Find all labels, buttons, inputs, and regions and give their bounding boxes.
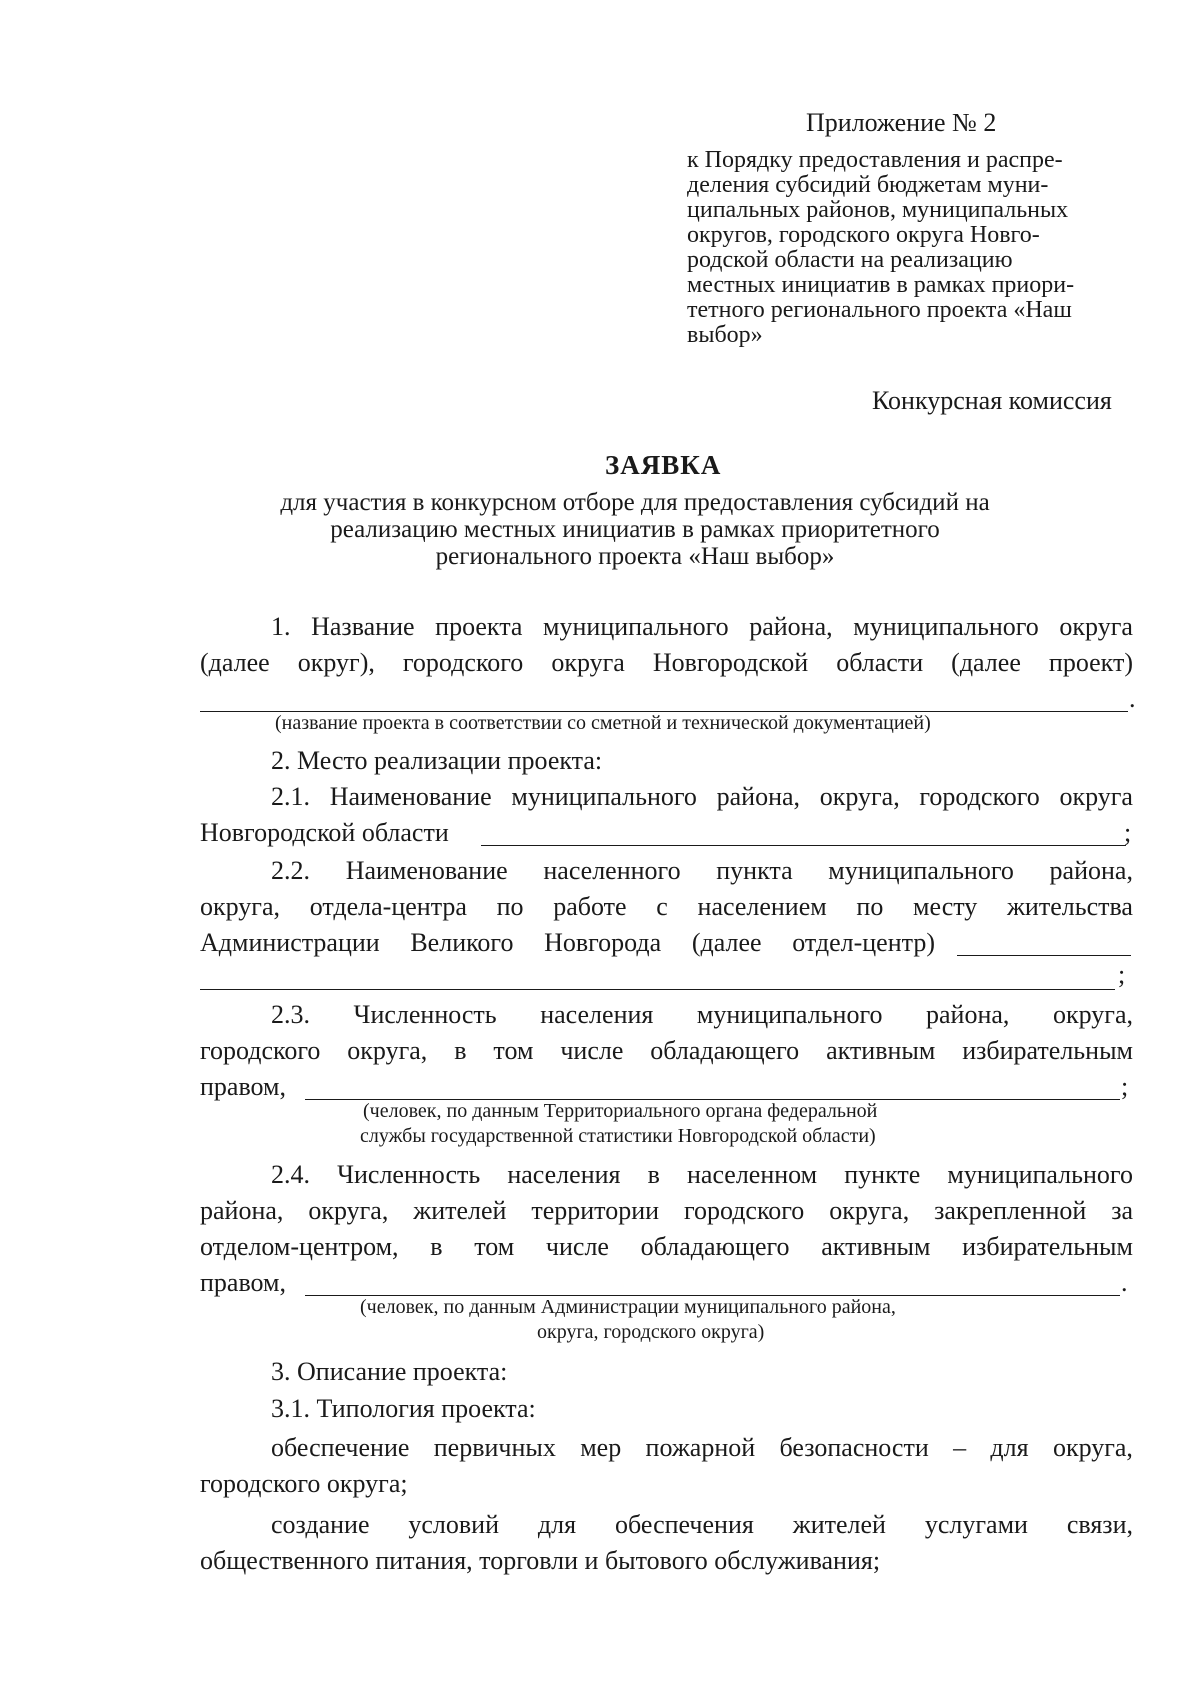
word: обладающего xyxy=(640,1232,790,1261)
section-2-2-line-2 xyxy=(200,892,1133,922)
population-hint-line: (человек, по данным Территориального органа федеральной xyxy=(363,1100,878,1122)
word: избирательным xyxy=(962,1232,1133,1261)
word: Новгородской xyxy=(652,648,809,677)
word: Администрации xyxy=(200,928,380,957)
section-2-4-line-3 xyxy=(200,1232,1133,1262)
word: жителей xyxy=(792,1510,886,1539)
addressee: Конкурсная комиссия xyxy=(872,386,1112,415)
subtitle-line: регионального проекта «Наш выбор» xyxy=(435,543,835,570)
appendix-line: деления субсидий бюджетам муни- xyxy=(687,172,1049,198)
word: 1. xyxy=(271,612,291,641)
word: закрепленной xyxy=(934,1196,1087,1225)
subtitle-line: для участия в конкурсном отборе для предоставления субсидий на xyxy=(280,489,990,516)
typology-item-2-line-1 xyxy=(271,1510,1133,1540)
word: района, xyxy=(716,782,801,811)
section-2-1-line-1 xyxy=(271,782,1133,812)
word: Численность xyxy=(353,1000,497,1029)
word: муниципального xyxy=(511,782,697,811)
word: мер xyxy=(580,1433,622,1462)
word: округа, xyxy=(1052,1433,1133,1462)
word: отдела-центра xyxy=(309,892,467,921)
appendix-title: Приложение № 2 xyxy=(806,108,997,137)
section-2-2-end: ; xyxy=(1118,960,1126,989)
word: связи, xyxy=(1066,1510,1133,1539)
word: области xyxy=(836,648,924,677)
word: обеспечения xyxy=(615,1510,754,1539)
municipality-name-field[interactable] xyxy=(481,845,1126,846)
appendix-line: родской области на реализацию xyxy=(687,247,1013,273)
section-1-line-1 xyxy=(271,612,1133,642)
word: числе xyxy=(545,1232,609,1261)
word: 2.1. xyxy=(271,782,310,811)
settlement-population-hint-line: округа, городского округа) xyxy=(537,1321,765,1343)
word: пункта xyxy=(716,856,793,885)
document-title: ЗАЯВКА xyxy=(605,450,722,480)
section-2-1-end: ; xyxy=(1124,818,1132,847)
section-2-4-end: . xyxy=(1121,1268,1128,1297)
word: проекта xyxy=(435,612,523,641)
appendix-line: местных инициатив в рамках приори- xyxy=(687,272,1075,298)
word: Название xyxy=(311,612,415,641)
word: – xyxy=(953,1433,967,1462)
word: в xyxy=(647,1160,660,1189)
word: отделом-центром, xyxy=(200,1232,399,1261)
typology-item-1-line-1 xyxy=(271,1433,1133,1463)
word: Новгорода xyxy=(544,928,662,957)
settlement-name-field-1[interactable] xyxy=(957,955,1131,956)
word: жителей xyxy=(413,1196,507,1225)
word: населенном xyxy=(686,1160,818,1189)
section-2-4-line-4: правом, xyxy=(200,1268,287,1297)
word: района, xyxy=(926,1000,1010,1029)
word: населением xyxy=(697,892,827,921)
word: округа, xyxy=(819,782,900,811)
word: населения xyxy=(540,1000,654,1029)
word: округа, xyxy=(200,892,280,921)
word: городского xyxy=(200,1036,321,1065)
word: условий xyxy=(408,1510,500,1539)
word: округа xyxy=(551,648,625,677)
word: активным xyxy=(826,1036,936,1065)
word: пожарной xyxy=(645,1433,756,1462)
word: округа xyxy=(1059,782,1133,811)
word: района, xyxy=(1049,856,1133,885)
word: района, xyxy=(749,612,833,641)
appendix-line: округов, городского округа Новго- xyxy=(687,222,1040,248)
section-2-4-line-1 xyxy=(271,1160,1133,1190)
word: района, xyxy=(200,1196,284,1225)
word: муниципального xyxy=(543,612,729,641)
project-name-hint: (название проекта в соответствии со сметной и технической документацией) xyxy=(275,712,931,734)
word: работе xyxy=(553,892,627,921)
word: избирательным xyxy=(962,1036,1133,1065)
section-3-heading: 3. Описание проекта: xyxy=(271,1357,508,1386)
word: отдел-центр) xyxy=(792,928,935,957)
word: 2.2. xyxy=(271,856,310,885)
section-2-1-line-2: Новгородской области xyxy=(200,818,449,847)
word: с xyxy=(656,892,668,921)
word: Численность xyxy=(337,1160,481,1189)
word: по xyxy=(496,892,524,921)
word: муниципального xyxy=(853,612,1039,641)
word: числе xyxy=(560,1036,624,1065)
section-2-4-line-2 xyxy=(200,1196,1133,1226)
appendix-reference xyxy=(687,148,1157,348)
word: городского xyxy=(683,1196,805,1225)
word: Наименование xyxy=(329,782,492,811)
word: 2.4. xyxy=(271,1160,310,1189)
word: Великого xyxy=(410,928,514,957)
word: округ), xyxy=(297,648,375,677)
settlement-name-field-2[interactable] xyxy=(200,989,1115,990)
word: том xyxy=(493,1036,534,1065)
section-2-2-line-3 xyxy=(200,928,935,958)
word: Наименование xyxy=(345,856,508,885)
word: населенного xyxy=(543,856,681,885)
word: обеспечение xyxy=(271,1433,410,1462)
section-2-3-line-3: правом, xyxy=(200,1072,287,1101)
word: безопасности xyxy=(779,1433,929,1462)
word: жительства xyxy=(1006,892,1133,921)
appendix-line: к Порядку предоставления и распре- xyxy=(687,147,1063,173)
word: услугами xyxy=(924,1510,1028,1539)
word: активным xyxy=(821,1232,931,1261)
word: по xyxy=(856,892,884,921)
word: городского xyxy=(402,648,524,677)
appendix-line: ципальных районов, муниципальных xyxy=(687,197,1069,223)
section-3-1-heading: 3.1. Типология проекта: xyxy=(271,1394,536,1423)
section-2-3-line-2 xyxy=(200,1036,1133,1066)
word: округа, xyxy=(829,1196,910,1225)
word: территории xyxy=(531,1196,660,1225)
word: месту xyxy=(913,892,978,921)
section-2-heading: 2. Место реализации проекта: xyxy=(271,746,603,775)
word: муниципального xyxy=(828,856,1014,885)
appendix-line: выбор» xyxy=(687,322,763,348)
word: муниципального xyxy=(947,1160,1133,1189)
section-1-line-2 xyxy=(200,648,1133,678)
word: создание xyxy=(271,1510,370,1539)
typology-item-2-line-2: общественного питания, торговли и бытового обслуживания; xyxy=(200,1546,881,1575)
word: населения xyxy=(507,1160,621,1189)
word: (далее xyxy=(951,648,1021,677)
word: обладающего xyxy=(650,1036,800,1065)
section-1-end: . xyxy=(1129,684,1136,713)
word: округа, xyxy=(308,1196,389,1225)
word: в xyxy=(454,1036,467,1065)
word: округа, xyxy=(1052,1000,1133,1029)
appendix-line: тетного регионального проекта «Наш xyxy=(687,297,1072,323)
word: округа, xyxy=(347,1036,428,1065)
section-2-3-line-1 xyxy=(271,1000,1133,1030)
settlement-population-hint-line: (человек, по данным Администрации муниципального района, xyxy=(360,1296,896,1318)
word: городского xyxy=(919,782,1040,811)
word: для xyxy=(990,1433,1029,1462)
word: округа xyxy=(1059,612,1133,641)
word: в xyxy=(430,1232,443,1261)
section-2-2-line-1 xyxy=(271,856,1133,886)
word: первичных xyxy=(433,1433,556,1462)
subtitle-line: реализацию местных инициатив в рамках приоритетного xyxy=(330,516,940,543)
document-subtitle xyxy=(200,489,1070,570)
word: том xyxy=(474,1232,515,1261)
section-2-3-end: ; xyxy=(1121,1072,1129,1101)
word: для xyxy=(537,1510,577,1539)
word: (далее xyxy=(691,928,762,957)
word: (далее xyxy=(200,648,270,677)
word: муниципального xyxy=(696,1000,883,1029)
word: 2.3. xyxy=(271,1000,310,1029)
typology-item-1-line-2: городского округа; xyxy=(200,1469,408,1498)
word: за xyxy=(1111,1196,1133,1225)
word: проект) xyxy=(1048,648,1133,677)
word: пункте xyxy=(844,1160,921,1189)
population-hint-line: службы государственной статистики Новгородской области) xyxy=(360,1125,876,1147)
